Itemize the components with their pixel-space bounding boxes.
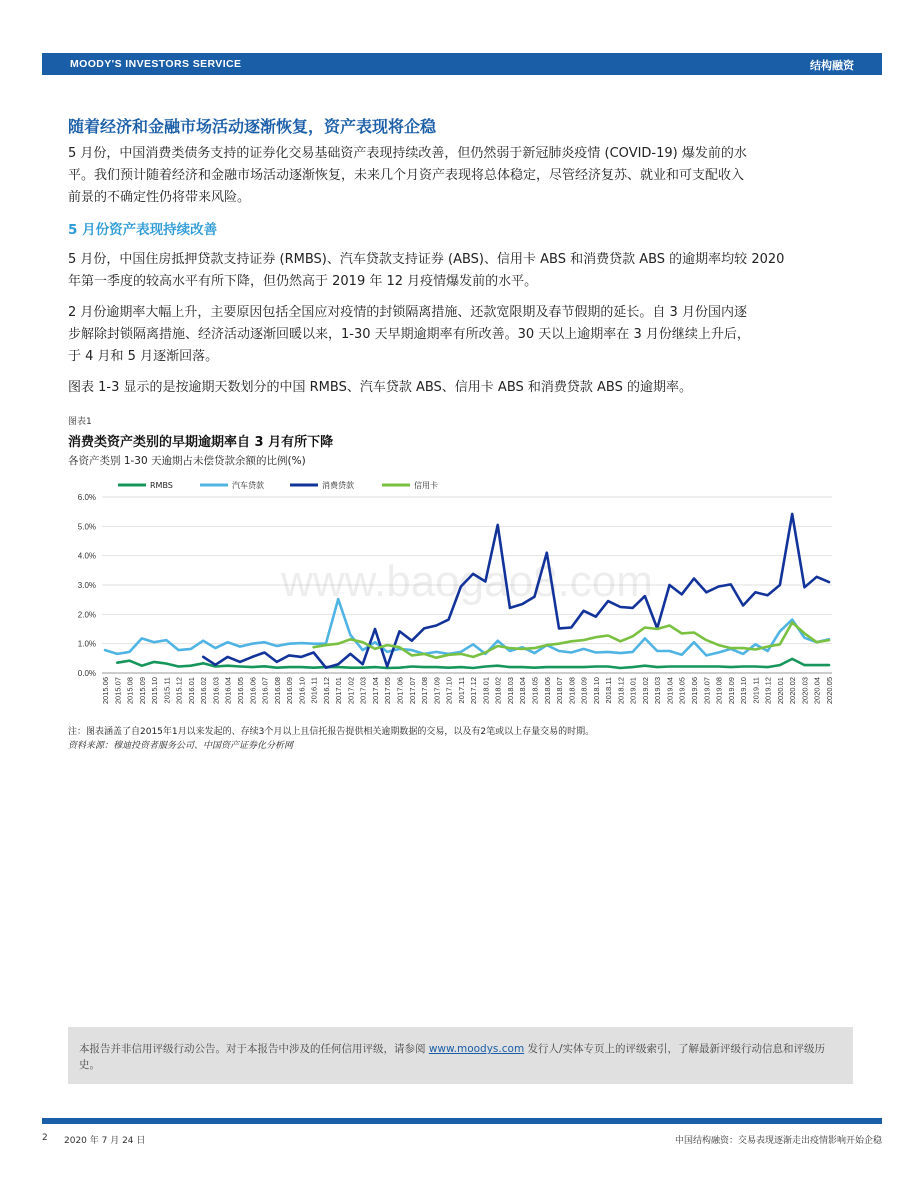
section-heading: 随着经济和金融市场活动逐渐恢复，资产表现将企稳 (68, 117, 437, 136)
disclaimer-text: 本报告并非信用评级行动公告。对于本报告中涉及的任何信用评级，请参阅 www.moodys.com 发行人/实体专页上的评级索引，了解最新评级行动信息和评级历史。 (79, 1043, 826, 1071)
x-tick-label: 2017.11 (456, 677, 466, 704)
paragraph-line: 2 月份逾期率大幅上升，主要原因包括全国应对疫情的封锁隔离措施、还款宽限期及春节假期的延长。自 3 月份国内逐 (68, 305, 747, 320)
x-tick-label: 2016.05 (235, 677, 245, 705)
x-tick-label: 2017.05 (383, 677, 393, 705)
paragraph-3: 图表 1-3 显示的是按逾期天数划分的中国 RMBS、汽车贷款 ABS、信用卡 ABS 和消费贷款 ABS 的逾期率。 (68, 380, 692, 395)
x-tick-label: 2015.08 (125, 677, 135, 705)
top-banner (42, 53, 882, 75)
watermark: www.baogao8.com (281, 557, 653, 606)
intro-paragraph (68, 143, 854, 209)
paragraph-1 (68, 249, 854, 293)
paragraph-2 (68, 302, 854, 368)
chart-note: 注：图表涵盖了自2015年1月以来发起的、存续3个月以上且信托报告提供相关逾期数据的交易，以及有2笔或以上存量交易的时期。 (68, 727, 595, 737)
x-tick-label: 2018.01 (481, 677, 491, 705)
x-tick-label: 2019.10 (739, 677, 749, 705)
x-tick-label: 2019.05 (677, 677, 687, 705)
chart-subtitle: 各资产类别 1-30 天逾期占未偿贷款余额的比例(%) (68, 455, 306, 467)
x-tick-label: 2018.04 (518, 677, 528, 705)
x-tick-label: 2020.04 (812, 677, 822, 705)
x-tick-label: 2019.11 (751, 677, 761, 704)
x-tick-label: 2020.01 (775, 677, 785, 705)
chart-source: 资料来源：穆迪投资者服务公司、中国资产证券化分析网 (68, 741, 294, 751)
x-tick-label: 2016.12 (321, 677, 331, 705)
series-line-汽车贷款 (105, 599, 829, 655)
paragraph-line: 5 月份，中国住房抵押贷款支持证券 (RMBS)、汽车贷款支持证券 (ABS)、信用卡 ABS 和消费贷款 ABS 的逾期率均较 2020 (68, 252, 785, 267)
x-tick-label: 2019.07 (702, 677, 712, 705)
y-tick-label: 6.0% (77, 493, 96, 502)
bottom-rule (42, 1118, 882, 1124)
x-tick-label: 2019.08 (714, 677, 724, 705)
y-tick-label: 3.0% (77, 581, 96, 590)
x-tick-label: 2017.06 (395, 677, 405, 705)
x-tick-label: 2018.07 (555, 677, 565, 705)
x-tick-label: 2018.06 (542, 677, 552, 705)
x-tick-label: 2017.03 (358, 677, 368, 705)
y-tick-label: 0.0% (77, 669, 96, 678)
report-date: 2020 年 7 月 24 日 (64, 1136, 146, 1146)
chart-title: 消费类资产类别的早期逾期率自 3 月有所下降 (68, 435, 334, 450)
x-tick-label: 2015.06 (101, 677, 110, 705)
intro-line: 5 月份，中国消费类债务支持的证券化交易基础资产表现持续改善，但仍然弱于新冠肺炎疫情 (COVID-19) 爆发前的水 (68, 146, 747, 161)
page-number: 2 (42, 1133, 48, 1143)
x-tick-label: 2018.09 (579, 677, 589, 705)
paragraph-line: 步解除封锁隔离措施、经济活动逐渐回暖以来，1-30 天早期逾期率有所改善。30 天以上逾期率在 3 月份继续上升后， (68, 327, 750, 342)
x-tick-label: 2016.04 (223, 677, 233, 705)
y-tick-label: 1.0% (77, 639, 96, 649)
intro-line: 前景的不确定性仍将带来风险。 (68, 190, 251, 205)
x-tick-label: 2016.03 (211, 677, 221, 705)
x-tick-label: 2018.10 (591, 677, 601, 705)
legend-label: 汽车贷款 (232, 481, 264, 490)
x-tick-label: 2020.02 (788, 677, 798, 705)
x-tick-label: 2019.04 (665, 677, 675, 705)
x-tick-label: 2018.08 (567, 677, 577, 705)
x-tick-label: 2015.07 (113, 677, 123, 705)
x-tick-label: 2020.05 (825, 677, 834, 705)
x-tick-label: 2016.01 (186, 677, 196, 705)
x-tick-label: 2017.01 (334, 677, 344, 705)
x-tick-label: 2016.07 (260, 677, 270, 705)
y-tick-label: 5.0% (77, 522, 96, 532)
x-tick-label: 2018.12 (616, 677, 626, 705)
x-tick-label: 2020.03 (800, 677, 810, 705)
x-tick-label: 2017.10 (444, 677, 454, 705)
x-tick-label: 2019.12 (763, 677, 773, 705)
x-tick-label: 2016.06 (248, 677, 258, 705)
x-tick-label: 2019.01 (628, 677, 638, 705)
x-tick-label: 2016.09 (285, 677, 295, 705)
x-tick-label: 2017.02 (346, 677, 356, 705)
x-tick-label: 2015.11 (162, 677, 172, 704)
x-tick-label: 2018.02 (493, 677, 503, 705)
legend-label: 消费贷款 (322, 481, 354, 490)
x-tick-label: 2015.09 (137, 677, 147, 705)
x-tick-label: 2019.09 (726, 677, 736, 705)
x-tick-label: 2019.06 (690, 677, 700, 705)
x-tick-label: 2016.10 (297, 677, 307, 705)
x-tick-label: 2016.08 (272, 677, 282, 705)
brand-name: MOODY'S INVESTORS SERVICE (70, 58, 242, 70)
moodys-link[interactable]: www.moodys.com (428, 1043, 525, 1055)
x-tick-label: 2018.05 (530, 677, 540, 705)
legend-label: RMBS (150, 481, 173, 490)
report-title: 中国结构融资：交易表现逐渐走出疫情影响开始企稳 (674, 1136, 882, 1146)
y-tick-label: 2.0% (77, 610, 96, 620)
x-tick-label: 2015.12 (174, 677, 184, 705)
legend-label: 信用卡 (414, 481, 438, 490)
x-tick-label: 2018.11 (604, 677, 614, 704)
x-tick-label: 2019.03 (653, 677, 663, 705)
x-tick-label: 2019.02 (640, 677, 650, 705)
x-tick-label: 2017.04 (370, 677, 380, 705)
x-tick-label: 2017.12 (469, 677, 479, 705)
x-tick-label: 2017.08 (420, 677, 430, 705)
section-name: 结构融资 (810, 59, 854, 72)
x-tick-label: 2018.03 (505, 677, 515, 705)
intro-line: 平。我们预计随着经济和金融市场活动逐渐恢复，未来几个月资产表现将总体稳定，尽管经济复苏、就业和可支配收入 (68, 168, 745, 183)
x-tick-label: 2016.11 (309, 677, 319, 704)
x-tick-label: 2015.10 (150, 677, 160, 705)
exhibit-label: 图表1 (68, 417, 92, 427)
x-tick-label: 2017.07 (407, 677, 417, 705)
x-tick-label: 2017.09 (432, 677, 442, 705)
disclaimer-box (68, 1027, 853, 1084)
subheading: 5 月份资产表现持续改善 (68, 222, 218, 238)
y-tick-label: 4.0% (77, 551, 96, 561)
delinquency-line-chart (60, 472, 850, 720)
paragraph-line: 年第一季度的较高水平有所下降，但仍然高于 2019 年 12 月疫情爆发前的水平。 (68, 274, 538, 289)
paragraph-line: 于 4 月和 5 月逐渐回落。 (68, 349, 219, 364)
x-tick-label: 2016.02 (199, 677, 209, 705)
